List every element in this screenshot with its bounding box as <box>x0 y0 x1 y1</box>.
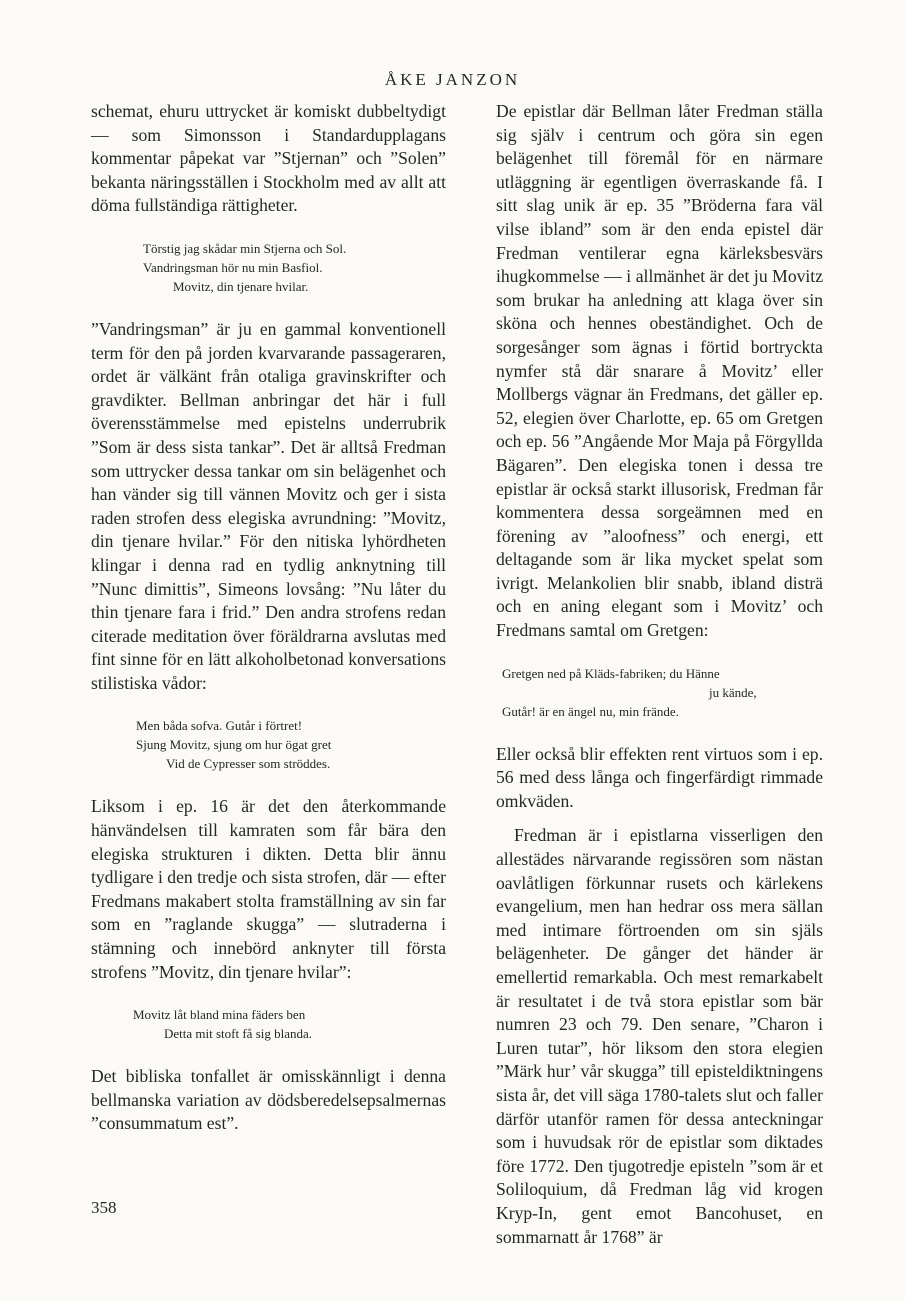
paragraph: schemat, ehuru uttrycket är komiskt dubbeltydigt — som Simonsson i Standardupplagans kommentar påpekat var ”Stjernan” och ”Solen” bekanta näringsställen i Stockholm med av allt att döma fullständiga rättigheter. <box>91 101 446 216</box>
verse-line: Movitz låt bland mina fäders ben <box>133 1007 306 1023</box>
verse-line: Vandringsman hör nu min Basfiol. <box>143 259 323 275</box>
running-head: ÅKE JANZON <box>384 70 521 89</box>
paragraph: Eller också blir effekten rent virtuos som i ep. 56 med dess långa och fingerfärdigt rimmade omkväden. <box>496 743 823 811</box>
verse-line: Men båda sofva. Gutår i förtret! <box>136 718 303 734</box>
verse-quote <box>136 716 446 773</box>
verse-line: Sjung Movitz, sjung om hur ögat gret <box>136 737 332 753</box>
paragraph: Det bibliska tonfallet är omisskännligt i denna bellmanska variation av dödsberedelsepsalmernas ”consummatum est”. <box>91 1066 446 1134</box>
verse-line: Gretgen ned på Kläds-fabriken; du Hänne <box>502 665 720 681</box>
verse-line: Vid de Cypresser som ströddes. <box>166 756 331 772</box>
paragraph: ”Vandringsman” är ju en gammal konventionell term för den på jorden kvarvarande passageraren, ordet är välkänt från otaliga gravinskrifter och gravdikter. Bellman anbringar det här i full överensstämmelse med epistelns underrubrik ”Som är dess sista tankar”. Det är alltså Fredman som uttrycker dessa tankar om sin belägenhet och han vänder sig till vännen Movitz och ger i sista raden strofen dess elegiska avrundning: ”Movitz, din tjenare hvilar.” För den nitiska lyhördheten klingar i denna rad en tydlig anknytning till ”Nunc dimittis”, Simeons lovsång: ”Nu låter du thin tjenare fara i frid.” Den andra strofens redan citerade meditation över föräldrarna avslutas med fint sinne för en lätt alkoholbetonad konversations stilistiska vådor: <box>91 318 446 693</box>
paragraph: Fredman är i epistlarna visserligen den allestädes närvarande regissören som nästan oavlåtligen förkunnar rusets och kärlekens evangelium, men han hedrar oss mera sällan med intimare förtroenden om sin själs belägenheter. De gånger det händer är emellertid remarkabla. Och mest remarkabelt är resultatet i de två stora epistlar som bär numren 23 och 79. Den senare, ”Charon i Luren tutar”, hör liksom den stora elegien ”Märk hur’ vår skugga” till episteldiktningens sista år, det vill säga 1780-talets slut och faller därför utanför ramen för dessa anteckningar som i huvudsak rör de epistlar som diktades före 1772. Den tjugotredje episteln ”som är et Soliloquium, då Fredman låg vid krogen Kryp-In, gent emot Bancohuset, en sommarnatt år 1768” är <box>496 825 823 1247</box>
verse-line: Gutår! är en ängel nu, min frände. <box>502 703 679 719</box>
verse-quote <box>133 1005 446 1043</box>
verse-quote <box>143 239 446 296</box>
right-column <box>496 100 823 1249</box>
verse-line: Törstig jag skådar min Stjerna och Sol. <box>143 240 347 256</box>
verse-line: Movitz, din tjenare hvilar. <box>173 278 309 294</box>
paragraph: Liksom i ep. 16 är det den återkommande hänvändelsen till kamraten som får bära den elegiska strukturen i dikten. Detta blir ännu tydligare i den tredje och sista strofen, där — efter Fredmans makabert stolta framställning av sin far som en ”raglande skugga” — slutraderna i stämning och innebörd anknyter till första strofens ”Movitz, din tjenare hvilar”: <box>91 796 446 982</box>
verse-quote <box>502 664 823 721</box>
page-number: 358 <box>91 1198 117 1217</box>
verse-line: ju kände, <box>709 684 757 700</box>
verse-line: Detta mit stoft få sig blanda. <box>164 1026 313 1042</box>
left-column <box>91 100 446 1136</box>
paragraph: De epistlar där Bellman låter Fredman ställa sig själv i centrum och göra sin egen belägenhet till föremål för en närmare utläggning är egentligen överraskande få. I sitt slag unik är ep. 35 ”Bröderna fara väl vilse ibland” som är den enda epistel där Fredman ventilerar egna kärleksbesvärs ihugkommelse — i allmänhet är det ju Movitz som brukar ha anledning att klaga över sin sköna och hennes obeständighet. Och de sorgesånger som ägnas i förtid bortryckta nymfer stå där snarare å Movitz’ eller Mollbergs vägnar än Fredmans, det gäller ep. 52, elegien över Charlotte, ep. 65 om Gretgen och ep. 56 ”Angående Mor Maja på Förgyllda Bägaren”. Den elegiska tonen i dessa tre epistlar är också starkt illusorisk, Fredman får kommentera dessa sorgeämnen med en förening av ”aloofness” och energi, ett deltagande som är lika mycket spelat som ivrigt. Melankolien blir snabb, ibland disträ och en aning elegant som i Movitz’ och Fredmans samtal om Gretgen: <box>496 101 823 641</box>
